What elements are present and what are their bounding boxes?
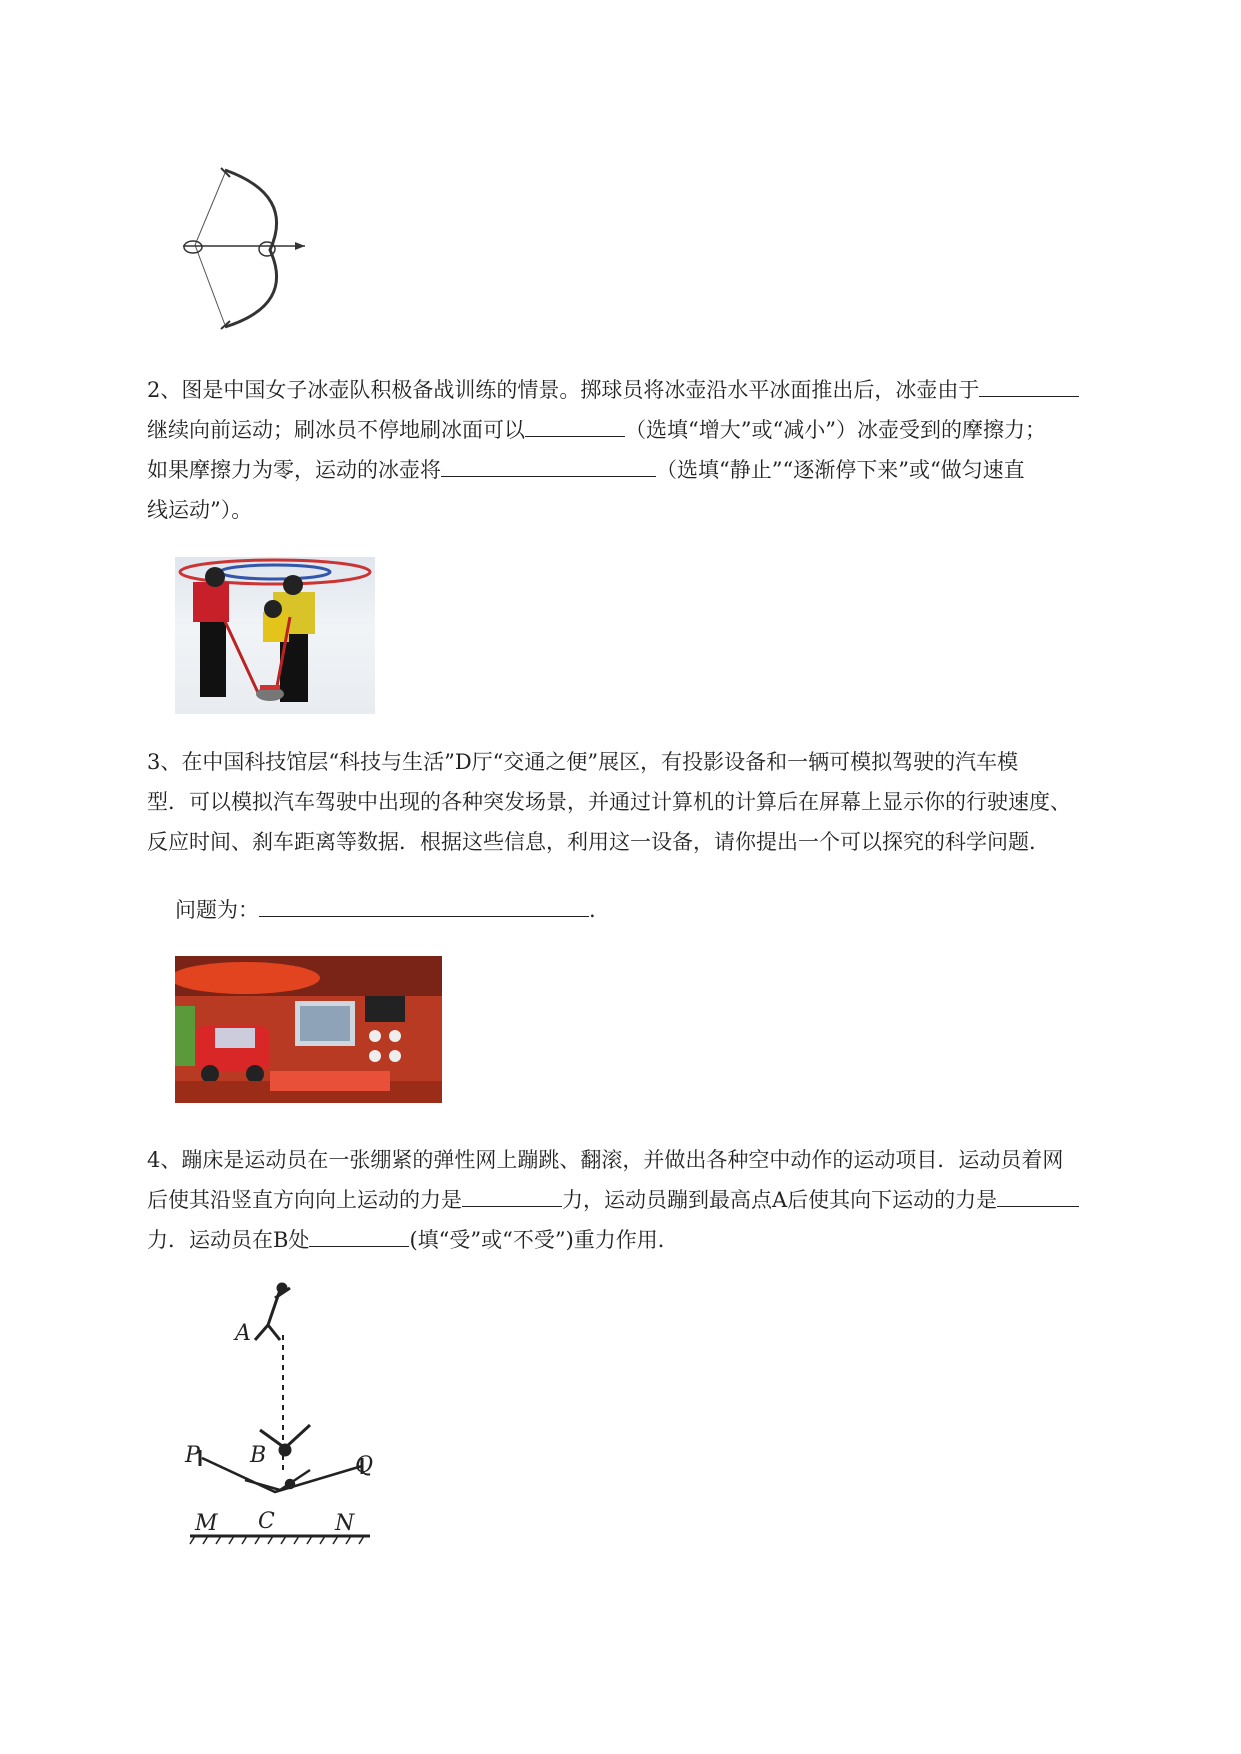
q4-text-1: 4、蹦床是运动员在一张绷紧的弹性网上蹦跳、翻滚，并做出各种空中动作的运动项目．运动员着网 bbox=[147, 1148, 1064, 1172]
athlete-at-C bbox=[245, 1470, 310, 1490]
trampoline-diagram bbox=[180, 1280, 380, 1555]
q3-text-2: 型．可以模拟汽车驾驶中出现的各种突发场景，并通过计算机的计算后在屏幕上显示你的行驶速度、 bbox=[147, 790, 1071, 814]
q4-text-2b: 力，运动员蹦到最高点A后使其向下运动的力是 bbox=[562, 1188, 998, 1212]
q3-text-3: 反应时间、刹车距离等数据．根据这些信息，利用这一设备，请你提出一个可以探究的科学问题． bbox=[147, 830, 1050, 854]
q3-answer-blank[interactable] bbox=[259, 890, 589, 917]
q2-text-4: 线运动”）。 bbox=[147, 498, 253, 522]
q3-text-1: 3、在中国科技馆层“科技与生活”D厅“交通之便”展区，有投影设备和一辆可模拟驾驶的汽车模 bbox=[147, 750, 1019, 774]
question-3 bbox=[147, 742, 1147, 862]
label-P: P bbox=[185, 1443, 200, 1468]
q4-text-3a: 力．运动员在B处 bbox=[147, 1228, 310, 1252]
q2-blank-1[interactable] bbox=[979, 370, 1079, 397]
q4-text-3b: (填“受”或“不受”)重力作用． bbox=[409, 1228, 679, 1252]
q2-text-3a: 如果摩擦力为零，运动的冰壶将 bbox=[147, 458, 441, 482]
label-A: A bbox=[235, 1321, 251, 1346]
q2-text-3b: （选填“静止”“逐渐停下来”或“做匀速直 bbox=[656, 458, 1025, 482]
q2-intro: 2、图是中国女子冰壶队积极备战训练的情景。掷球员将冰壶沿水平冰面推出后，冰壶由于 bbox=[147, 378, 980, 402]
question-2 bbox=[147, 370, 1147, 530]
question-4 bbox=[147, 1140, 1147, 1260]
science-museum-photo bbox=[175, 956, 442, 1103]
q2-text-2a: 继续向前运动；刷冰员不停地刷冰面可以 bbox=[147, 418, 525, 442]
curling-photo bbox=[175, 557, 375, 714]
athlete-at-B bbox=[260, 1425, 310, 1455]
bow-arrow-figure bbox=[175, 165, 315, 335]
q2-blank-3[interactable] bbox=[441, 450, 656, 477]
q4-blank-3[interactable] bbox=[309, 1220, 409, 1247]
label-C: C bbox=[258, 1509, 275, 1534]
label-N: N bbox=[335, 1511, 355, 1536]
q4-text-2a: 后使其沿竖直方向向上运动的力是 bbox=[147, 1188, 462, 1212]
q4-blank-1[interactable] bbox=[462, 1180, 562, 1207]
q3-answer-label: 问题为： bbox=[175, 898, 259, 922]
q3-answer-line bbox=[175, 890, 1175, 930]
label-M: M bbox=[195, 1511, 218, 1536]
q3-answer-end: . bbox=[589, 898, 596, 922]
label-Q: Q bbox=[355, 1453, 374, 1478]
athlete-at-A bbox=[255, 1284, 290, 1340]
q2-blank-2[interactable] bbox=[525, 410, 625, 437]
label-B: B bbox=[250, 1443, 267, 1468]
q4-blank-2[interactable] bbox=[997, 1180, 1079, 1207]
q2-text-2b: （选填“增大”或“减小”）冰壶受到的摩擦力； bbox=[625, 418, 1046, 442]
